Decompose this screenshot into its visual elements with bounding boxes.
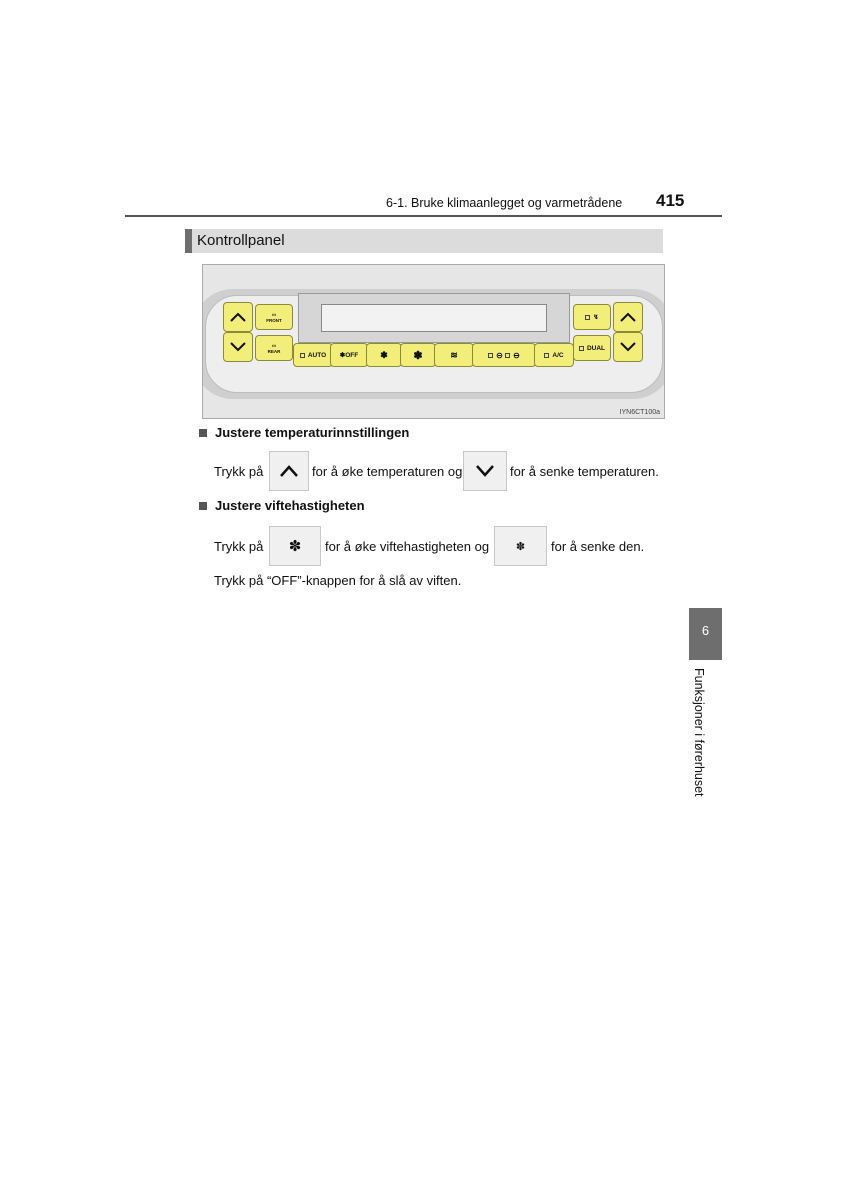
- recirculate-icon: ⊖: [513, 350, 520, 360]
- left-temp-up-button: [223, 302, 253, 332]
- temperature-text-3: for å senke temperaturen.: [510, 464, 659, 479]
- chapter-label-text: Funksjoner i førerhuset: [692, 668, 706, 797]
- control-panel-figure: [202, 264, 665, 419]
- temperature-heading: [199, 425, 409, 440]
- front-defrost-button: [255, 304, 293, 330]
- front-defrost-icon: ▭: [271, 311, 277, 317]
- fan-high-icon: ✽: [413, 349, 423, 362]
- right-temp-up-button: [613, 302, 643, 332]
- fan-text-3: for å senke den.: [551, 539, 645, 554]
- fan-down-button: [366, 343, 402, 367]
- off-button: [330, 343, 368, 367]
- ac-button: [534, 343, 574, 367]
- fan-down-button-illustration: [494, 526, 547, 566]
- fan-small-icon: ✽: [515, 540, 526, 553]
- fan-up-button: [400, 343, 436, 367]
- chevron-up-icon: [230, 312, 246, 322]
- temp-up-button-illustration: [269, 451, 309, 491]
- chapter-number: 6: [701, 623, 710, 638]
- right-temp-down-button: [613, 332, 643, 362]
- ac-label: A/C: [552, 351, 564, 359]
- bullet-square: [199, 429, 207, 437]
- chevron-up-icon: [279, 465, 299, 477]
- left-temp-down-button: [223, 332, 253, 362]
- header-rule: [125, 215, 722, 217]
- rear-label: REAR: [267, 348, 281, 354]
- section-title: Kontrollpanel: [197, 232, 285, 249]
- auto-label: AUTO: [307, 351, 327, 359]
- chevron-down-icon: [230, 342, 246, 352]
- seat-airflow-icon: ↯: [593, 314, 599, 321]
- outside-air-icon: ⊝: [496, 350, 503, 360]
- page-number: 415: [656, 191, 685, 210]
- temperature-text-2: for å øke temperaturen og: [312, 464, 463, 479]
- running-header: 6-1. Bruke klimaanlegget og varmetrådene: [386, 196, 623, 210]
- fan-up-button-illustration: [269, 526, 321, 566]
- chapter-tab: [689, 608, 722, 660]
- temp-down-button-illustration: [463, 451, 507, 491]
- off-label: OFF: [345, 351, 359, 359]
- rear-defrost-icon: ▭: [271, 342, 277, 348]
- section-marker: [185, 229, 192, 253]
- rear-defrost-button: [255, 335, 293, 361]
- fan-small-icon: ✽: [339, 352, 346, 359]
- section-heading: [185, 229, 663, 253]
- fan-text-2: for å øke viftehastigheten og: [325, 539, 490, 554]
- air-outlet-button: [573, 304, 611, 330]
- fan-off-note: Trykk på “OFF”-knappen for å slå av viften.: [214, 573, 462, 588]
- fan-heading: [199, 498, 365, 513]
- auto-button: [293, 343, 333, 367]
- chapter-label: [690, 668, 710, 808]
- temperature-heading-text: Justere temperaturinnstillingen: [215, 425, 410, 440]
- chevron-down-icon: [620, 342, 636, 352]
- chevron-down-icon: [475, 465, 495, 477]
- airflow-mode-button: [434, 343, 474, 367]
- fan-text-1: Trykk på: [214, 539, 264, 554]
- panel-display: [298, 293, 570, 343]
- chevron-up-icon: [620, 312, 636, 322]
- airflow-icon: ≋: [450, 349, 458, 360]
- fan-large-icon: ✽: [288, 538, 302, 555]
- fan-low-icon: ✽: [380, 349, 388, 360]
- panel-display-screen: [321, 304, 547, 332]
- figure-code: IYN6CT100a: [619, 409, 660, 416]
- bullet-square: [199, 502, 207, 510]
- dual-label: DUAL: [586, 344, 606, 352]
- recirculation-button: [472, 343, 536, 367]
- fan-heading-text: Justere viftehastigheten: [215, 498, 365, 513]
- temperature-text-1: Trykk på: [214, 464, 264, 479]
- front-label: FRONT: [266, 317, 282, 323]
- dual-button: [573, 335, 611, 361]
